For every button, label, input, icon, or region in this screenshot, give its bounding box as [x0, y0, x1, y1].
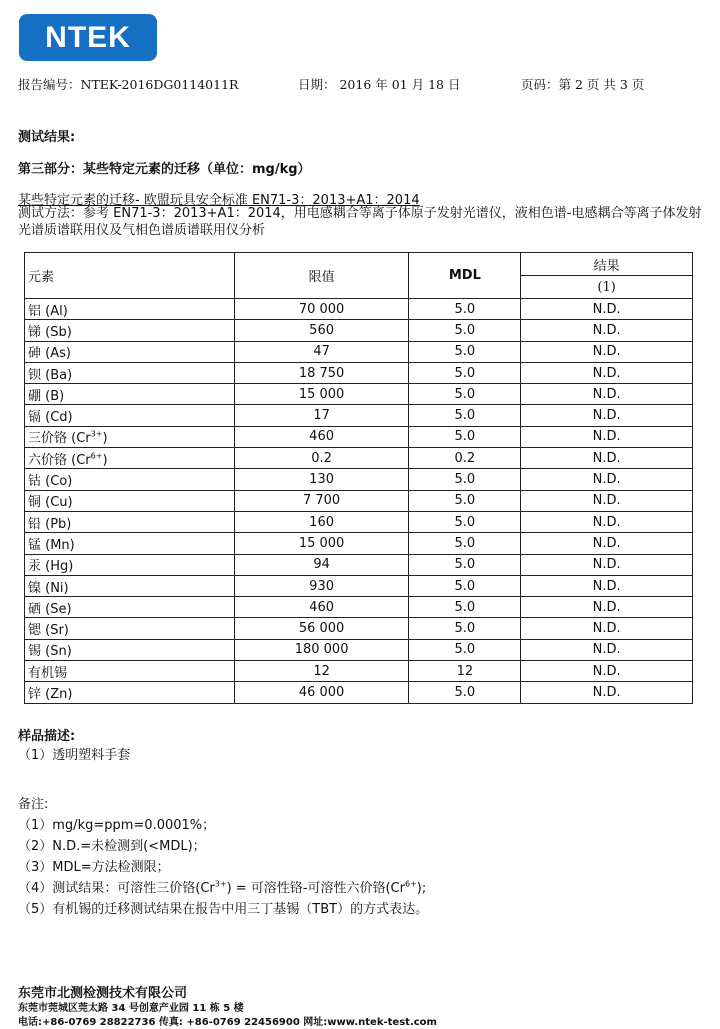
limit-cell: 15 000 [234, 533, 409, 554]
header-element: 元素 [25, 253, 235, 299]
remark-4-part-c: ); [416, 881, 427, 896]
remark-3: （3）MDL=方法检测限； [18, 860, 170, 875]
result-cell: N.D. [521, 384, 693, 405]
result-cell: N.D. [521, 320, 693, 341]
standard-line: 某些特定元素的迁移- 欧盟玩具安全标准 EN71-3：2013+A1：2014 [18, 193, 420, 208]
element-cell [25, 341, 235, 362]
mdl-cell: 5.0 [409, 426, 521, 447]
table-row [25, 384, 693, 405]
table-row [25, 661, 693, 682]
mdl-cell: 5.0 [409, 384, 521, 405]
element-close: ) [102, 431, 108, 447]
remark-4 [18, 877, 426, 896]
table-row [25, 320, 693, 341]
footer-contact: 电话:+86-0769 28822736 传真: +86-0769 22456900 网址:www.ntek-test.com [18, 1017, 437, 1028]
results-table [24, 252, 693, 704]
element-name: 硼 (B) [28, 388, 65, 404]
element-name: 镍 (Ni) [28, 580, 69, 596]
element-cell [25, 320, 235, 341]
result-cell: N.D. [521, 341, 693, 362]
element-valence: 3+ [90, 430, 103, 440]
table-row [25, 448, 693, 469]
table-row [25, 299, 693, 320]
element-cell [25, 682, 235, 703]
element-cell [25, 575, 235, 596]
mdl-cell: 5.0 [409, 639, 521, 660]
table-row [25, 597, 693, 618]
table-row [25, 511, 693, 532]
remark-1: （1）mg/kg=ppm=0.0001%； [18, 818, 216, 833]
table-row [25, 490, 693, 511]
mdl-cell: 5.0 [409, 299, 521, 320]
limit-cell: 930 [234, 575, 409, 596]
element-name: 六价铬 (Cr [28, 452, 91, 468]
limit-cell: 460 [234, 597, 409, 618]
element-name: 三价铬 (Cr [28, 431, 91, 447]
element-name: 锶 (Sr) [28, 623, 69, 639]
limit-cell: 0.2 [234, 448, 409, 469]
limit-cell: 560 [234, 320, 409, 341]
element-name: 铅 (Pb) [28, 516, 72, 532]
mdl-cell: 12 [409, 661, 521, 682]
page-number: 页码：第 2 页 共 3 页 [521, 77, 645, 92]
result-cell: N.D. [521, 469, 693, 490]
element-cell [25, 490, 235, 511]
element-cell [25, 405, 235, 426]
mdl-cell: 5.0 [409, 469, 521, 490]
result-cell: N.D. [521, 682, 693, 703]
footer-company: 东莞市北测检测技术有限公司 [18, 986, 188, 1001]
header-sample: (1) [521, 276, 693, 299]
table-row [25, 362, 693, 383]
limit-cell: 460 [234, 426, 409, 447]
table-row [25, 554, 693, 575]
mdl-cell: 5.0 [409, 618, 521, 639]
table-header-row [25, 253, 693, 276]
result-cell: N.D. [521, 618, 693, 639]
footer-address: 东莞市莞城区莞太路 34 号创意产业园 11 栋 5 楼 [18, 1003, 244, 1014]
element-name: 锰 (Mn) [28, 537, 75, 553]
mdl-cell: 5.0 [409, 405, 521, 426]
test-method: 测试方法：参考 EN71-3：2013+A1：2014，用电感耦合等离子体原子发射光谱仪，液相色谱-电感耦合等离子体发射光谱质谱联用仪及气相色谱质谱联用仪分析 [18, 206, 702, 238]
remark-4-sup-1: 3+ [214, 879, 227, 889]
header-result: 结果 [521, 253, 693, 276]
element-cell [25, 639, 235, 660]
element-name: 钡 (Ba) [28, 367, 73, 383]
table-row [25, 405, 693, 426]
result-cell: N.D. [521, 490, 693, 511]
element-cell [25, 448, 235, 469]
mdl-cell: 5.0 [409, 575, 521, 596]
element-cell [25, 597, 235, 618]
element-cell [25, 299, 235, 320]
mdl-cell: 5.0 [409, 533, 521, 554]
limit-cell: 56 000 [234, 618, 409, 639]
element-cell [25, 426, 235, 447]
element-name: 锑 (Sb) [28, 324, 72, 340]
result-cell: N.D. [521, 299, 693, 320]
limit-cell: 7 700 [234, 490, 409, 511]
mdl-cell: 5.0 [409, 597, 521, 618]
element-cell [25, 554, 235, 575]
result-cell: N.D. [521, 575, 693, 596]
mdl-cell: 5.0 [409, 320, 521, 341]
limit-cell: 180 000 [234, 639, 409, 660]
result-cell: N.D. [521, 597, 693, 618]
table-row [25, 639, 693, 660]
element-cell [25, 618, 235, 639]
remark-2: （2）N.D.=未检测到(<MDL)； [18, 839, 206, 854]
table-row [25, 533, 693, 554]
table-row [25, 618, 693, 639]
result-cell: N.D. [521, 533, 693, 554]
table-row [25, 682, 693, 703]
table-row [25, 575, 693, 596]
result-cell: N.D. [521, 362, 693, 383]
table-row [25, 469, 693, 490]
element-name: 砷 (As) [28, 346, 71, 362]
result-cell: N.D. [521, 405, 693, 426]
report-number: 报告编号：NTEK-2016DG0114011R [18, 77, 239, 92]
element-cell [25, 511, 235, 532]
sample-description: （1）透明塑料手套 [18, 748, 131, 763]
remark-4-part-a: （4）测试结果：可溶性三价铬(Cr [18, 881, 215, 896]
part-title: 第三部分：某些特定元素的迁移（单位：mg/kg） [18, 162, 311, 177]
remarks-title: 备注: [18, 797, 49, 812]
table-row [25, 426, 693, 447]
remark-5: （5）有机锡的迁移测试结果在报告中用三丁基锡（TBT）的方式表达。 [18, 902, 429, 917]
mdl-cell: 5.0 [409, 682, 521, 703]
element-cell [25, 533, 235, 554]
element-cell [25, 384, 235, 405]
element-valence: 6+ [90, 451, 103, 461]
limit-cell: 17 [234, 405, 409, 426]
header-mdl: MDL [409, 253, 521, 299]
sample-title: 样品描述: [18, 729, 76, 744]
limit-cell: 47 [234, 341, 409, 362]
result-cell: N.D. [521, 554, 693, 575]
remark-4-sup-2: 6+ [404, 879, 417, 889]
mdl-cell: 5.0 [409, 511, 521, 532]
ntek-logo: NTEK [19, 14, 157, 61]
report-date: 日期： 2016 年 01 月 18 日 [298, 77, 461, 92]
element-name: 有机锡 [28, 665, 68, 681]
element-cell [25, 469, 235, 490]
element-name: 汞 (Hg) [28, 559, 74, 575]
result-cell: N.D. [521, 448, 693, 469]
limit-cell: 70 000 [234, 299, 409, 320]
limit-cell: 130 [234, 469, 409, 490]
result-cell: N.D. [521, 661, 693, 682]
element-name: 锌 (Zn) [28, 686, 73, 702]
table-row [25, 341, 693, 362]
mdl-cell: 5.0 [409, 341, 521, 362]
element-close: ) [102, 452, 108, 468]
mdl-cell: 5.0 [409, 490, 521, 511]
element-name: 钴 (Co) [28, 474, 73, 490]
element-name: 铝 (Al) [28, 303, 68, 319]
limit-cell: 12 [234, 661, 409, 682]
remark-4-part-b: ) = 可溶性铬-可溶性六价铬(Cr [226, 881, 405, 896]
element-cell [25, 661, 235, 682]
result-cell: N.D. [521, 639, 693, 660]
mdl-cell: 5.0 [409, 554, 521, 575]
element-name: 镉 (Cd) [28, 410, 73, 426]
element-name: 铜 (Cu) [28, 495, 73, 511]
limit-cell: 18 750 [234, 362, 409, 383]
element-name: 硒 (Se) [28, 601, 72, 617]
section-title: 测试结果: [18, 130, 76, 145]
element-name: 锡 (Sn) [28, 644, 72, 660]
limit-cell: 160 [234, 511, 409, 532]
header-limit: 限值 [234, 253, 409, 299]
result-cell: N.D. [521, 426, 693, 447]
limit-cell: 46 000 [234, 682, 409, 703]
limit-cell: 15 000 [234, 384, 409, 405]
limit-cell: 94 [234, 554, 409, 575]
mdl-cell: 5.0 [409, 362, 521, 383]
result-cell: N.D. [521, 511, 693, 532]
mdl-cell: 0.2 [409, 448, 521, 469]
element-cell [25, 362, 235, 383]
